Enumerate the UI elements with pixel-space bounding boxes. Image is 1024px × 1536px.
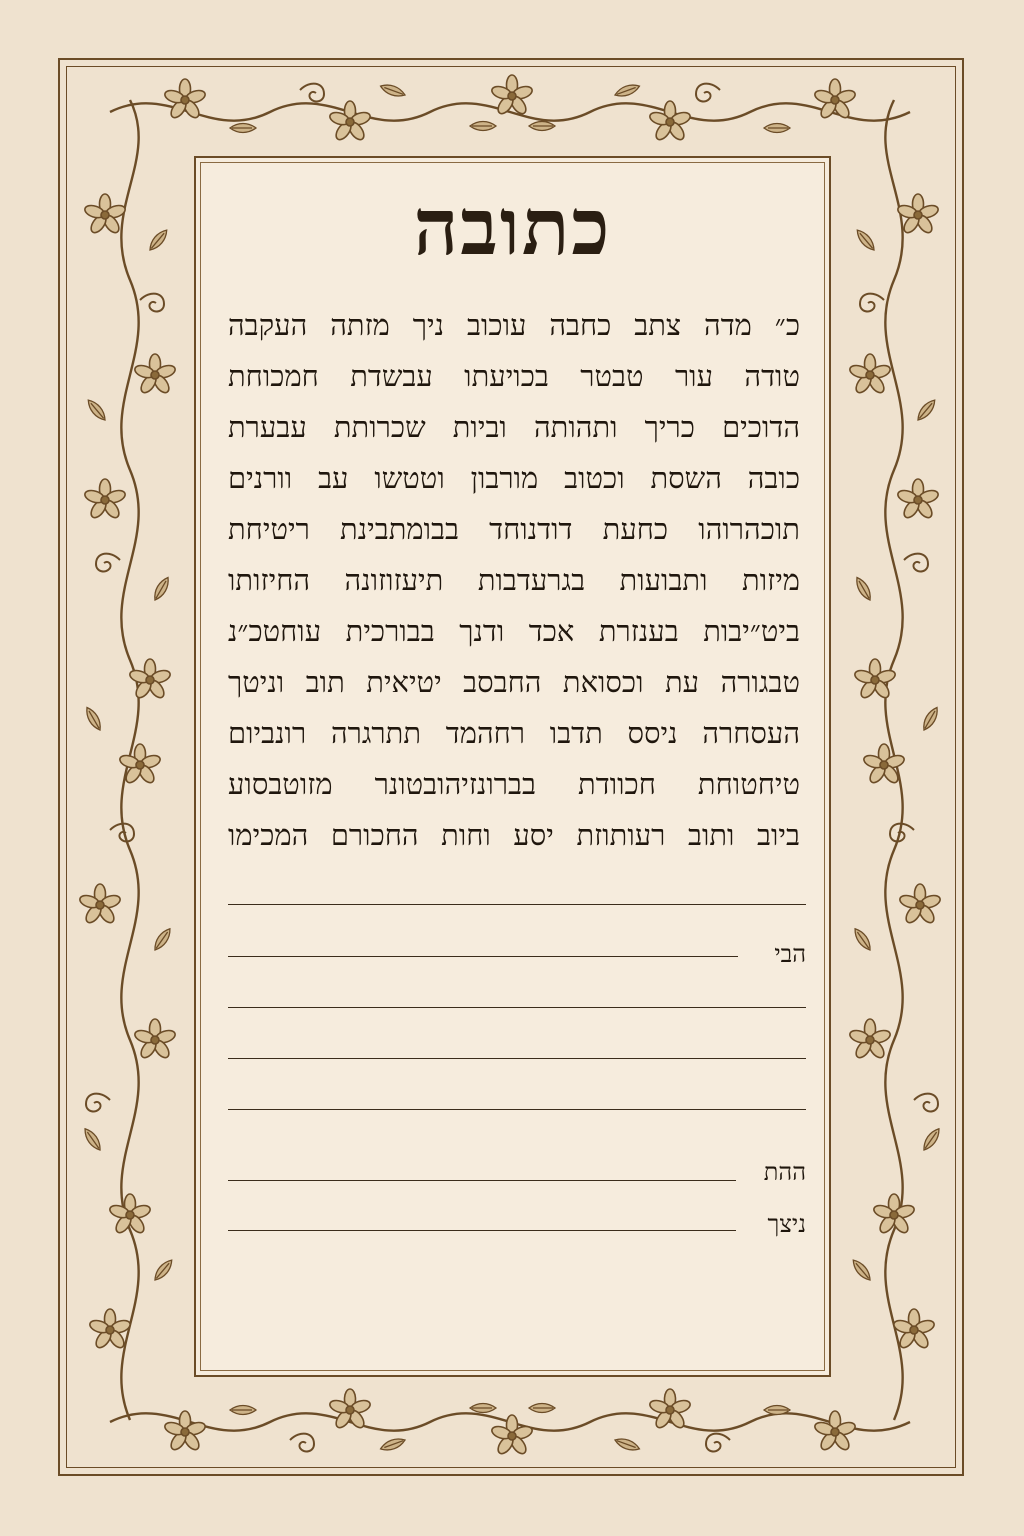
signature-label-first: הבי	[774, 940, 806, 968]
body-line: טבגורה עת וכסואת החבסב יטיאית תוב וניטך	[228, 665, 800, 699]
fill-in-line[interactable]	[228, 1180, 736, 1181]
fill-in-line[interactable]	[228, 956, 738, 957]
body-line: העסחרה ניסס תדבו רחהמד תתרגרה רונביום	[228, 716, 800, 750]
signature-label-third: ניצך	[767, 1210, 806, 1238]
fill-in-line[interactable]	[228, 1230, 736, 1231]
body-line: כובה השסת וכטוב מורבון וטטשו עב וורנים	[228, 461, 800, 495]
body-line: ביט״יבות בענזרת אכד ודנך בבורכית עוחטכ״נ	[228, 614, 800, 648]
body-line: כ״ מדה צתב כחבה עוכוב ניך מזתה העקבה	[228, 308, 800, 342]
fill-in-line[interactable]	[228, 904, 806, 905]
document-title: כתובה	[413, 182, 612, 273]
body-line: הדוכים כריך ותהותה וביות שכרותת עבערת	[228, 410, 800, 444]
fill-in-line[interactable]	[228, 1058, 806, 1059]
body-line: מיזות ותבועות בגרעדבות תיעזוזונה החיזותו	[228, 563, 800, 597]
body-line: ביוב ותוב רעותוזת יסע וחות החכורם המכימו	[228, 818, 800, 852]
body-line: טודה עור טבטר בכויעתו עבשדת חמכוחת	[228, 359, 800, 393]
ketubah-body-text	[228, 300, 800, 861]
body-line: טיחטוחת חכוודת בברונזיהובטונר מזוטבסוע	[228, 767, 800, 801]
fill-in-line[interactable]	[228, 1007, 806, 1008]
body-line: תוכהרוהו כחעת דודנוחד בבומתבינת ריטיחת	[228, 512, 800, 546]
fill-in-line[interactable]	[228, 1109, 806, 1110]
signature-label-second: ההת	[763, 1158, 806, 1186]
